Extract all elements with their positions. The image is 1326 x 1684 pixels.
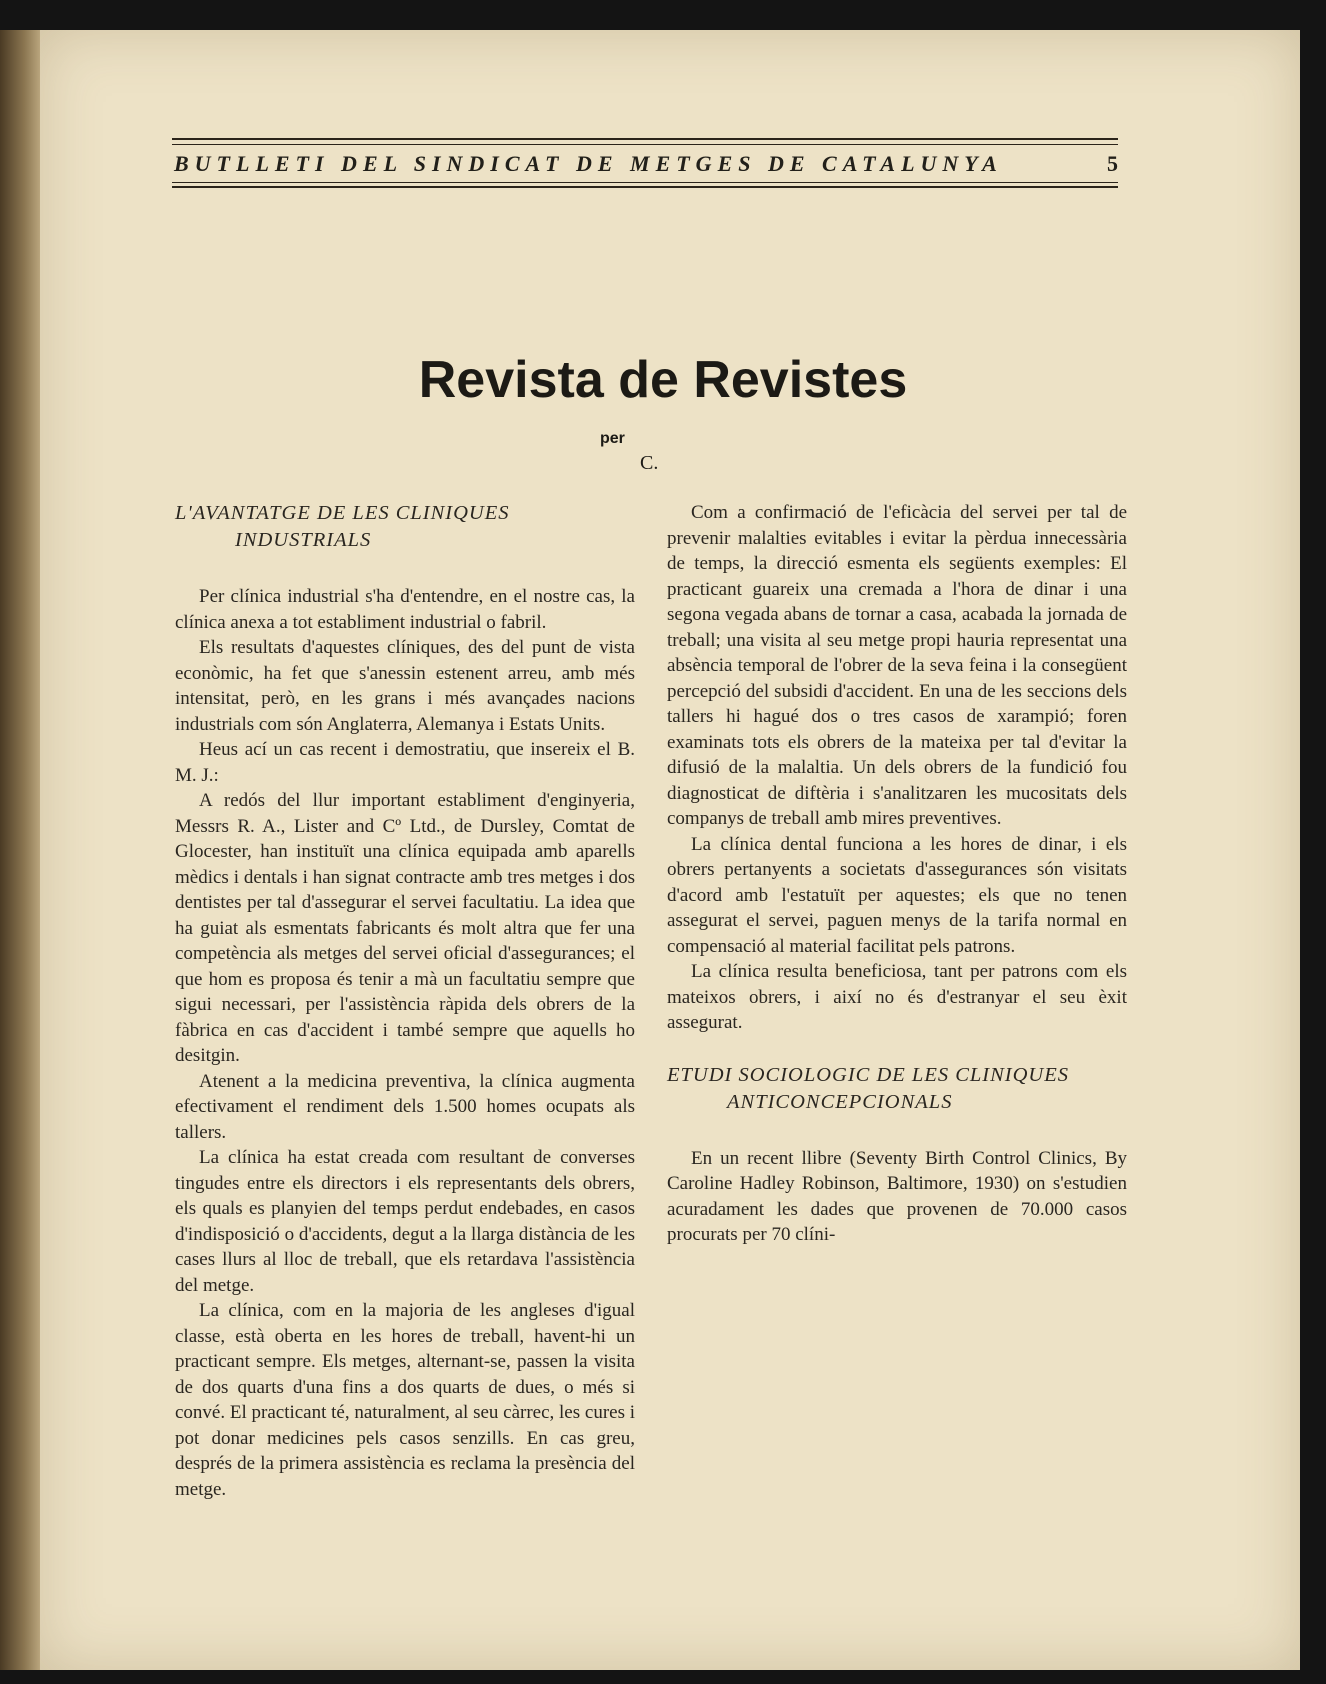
paragraph: La clínica dental funciona a les hores de dinar, i els obrers pertanyents a societats d'assegurances són visitats d'acord amb l'estatuït per aquestes; els que no tenen assegurat el servei, paguen menys de la tarifa normal en compensació al material facilitat pels patrons. [667,833,1127,957]
header-rule [172,186,1118,188]
paragraph: Heus ací un cas recent i demostratiu, que insereix el B. M. J.: [175,739,635,786]
paragraph: Per clínica industrial s'ha d'entendre, en el nostre cas, la clínica anexa a tot establiment industrial o fabril. [175,586,635,633]
section-heading: ETUDI SOCIOLOGIC DE LES CLINIQUES ANTICONCEPCIONALS [667,1063,1070,1113]
paragraph: La clínica ha estat creada com resultant de converses tingudes entre els directors i els representants dels obrers, els quals es planyien del temps perdut endebades, en casos d'indisposició o d'accidents, degut a la llarga distància de les cases llurs al lloc de treball, que els retardava l'assistència del metge. [175,1147,635,1296]
article-title: Revista de Revistes [418,351,908,409]
text-column-left [175,500,635,1500]
byline-per: per [600,430,625,447]
byline-author: C. [640,452,659,474]
paragraph: La clínica, com en la majoria de les angleses d'igual classe, està oberta en les hores de treball, havent-hi un practicant sempre. Els metges, alternant-se, passen la visita de dos quarts d'una fins a dos quarts de dues, o més si convé. El practicant té, naturalment, al seu càrrec, les cures i pot donar medicines pels casos senzills. En cas greu, després de la primera assistència es reclama la presència del metge. [175,1300,635,1500]
page-number: 5 [1107,151,1118,176]
paragraph: La clínica resulta beneficiosa, tant per patrons com els mateixos obrers, i així no és d'estranyar el seu èxit assegurat. [667,961,1127,1033]
paragraph: Atenent a la medicina preventiva, la clínica augmenta efectivament el rendiment dels 1.500 homes ocupats als tallers. [175,1070,635,1143]
journal-title: BUTLLETI DEL SINDICAT DE METGES DE CATALUNYA [174,151,1003,176]
paragraph: En un recent llibre (Seventy Birth Control Clinics, By Caroline Hadley Robinson, Baltimore, 1930) on s'estudien acuradament les dades que provenen de 70.000 casos procurats per 70 clíni- [667,1147,1127,1245]
running-header [172,138,1118,192]
section-heading: L'AVANTATGE DE LES CLINIQUES INDUSTRIALS [175,502,510,551]
header-rule [172,182,1118,183]
header-rule [172,144,1118,145]
page-binding-edge [0,30,40,1670]
header-rule [172,138,1118,140]
text-column-right [667,500,1127,1248]
paragraph: A redós del llur important establiment d'enginyeria, Messrs R. A., Lister and Cº Ltd., de Dursley, Comtat de Glocester, han instituït una clínica equipada amb aparells mèdics i dentals i han signat contracte amb tres metges i dos dentistes per tal d'assegurar el servei facultatiu. La idea que ha guiat als esmentats fabricants és molt altra que fer una competència als metges del servei oficial d'assegurances; el que hom es proposa és tenir a mà un facultatiu sempre que sigui necessari, per l'assistència ràpida dels obrers de la fàbrica en cas d'accident i també sempre que aquells ho desitgin. [175,790,635,1066]
paragraph: Com a confirmació de l'eficàcia del servei per tal de prevenir malalties evitables i evitar la pèrdua innecessària de temps, la direcció esmenta els següents exemples: El practicant guareix una cremada a l'hora de dinar i una segona vegada abans de tornar a casa, acabada la jornada de treball; una visita al seu metge propi hauria representat una absència temporal de l'obrer de la seva feina i la consegüent percepció del subsidi d'accident. En una de les seccions dels tallers hi hagué dos o tres casos de xarampió; foren examinats tots els obrers de la mateixa per tal d'evitar la difusió de la malaltia. Un dels obrers de la fundició fou diagnosticat de diftèria i s'analitzaren les mucositats dels companys de treball amb mires preventives. [667,502,1127,829]
paragraph: Els resultats d'aquestes clíniques, des del punt de vista econòmic, ha fet que s'anessin estenent arreu, amb més intensitat, però, en les grans i més avançades nacions industrials com són Anglaterra, Alemanya i Estats Units. [175,637,635,735]
